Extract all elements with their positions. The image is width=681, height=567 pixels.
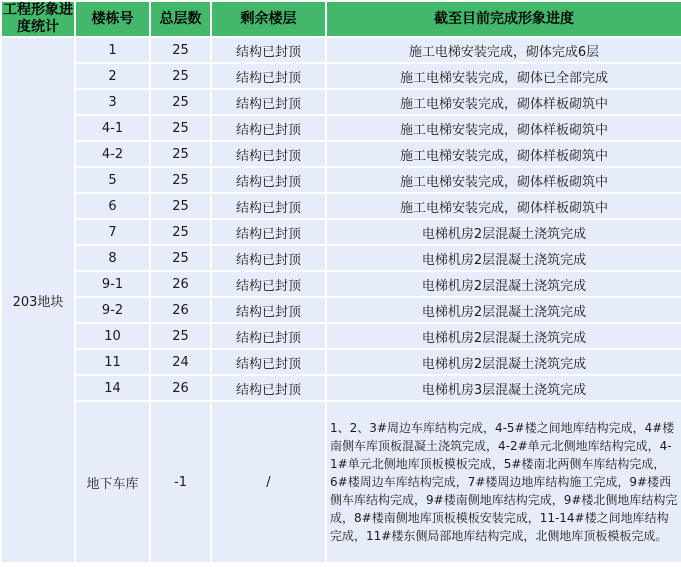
remaining-cell: 结构已封顶 [212,38,325,62]
table-row [2,90,681,114]
progress-cell: 电梯机房2层混凝土浇筑完成 [327,324,681,348]
remaining-cell: 结构已封顶 [212,298,325,322]
floors-cell: 26 [151,272,210,296]
header-floors: 总层数 [151,2,210,36]
floors-cell: 26 [151,298,210,322]
progress-cell: 电梯机房3层混凝土浇筑完成 [327,376,681,400]
floors-cell: 25 [151,90,210,114]
progress-cell: 施工电梯安装完成，砌体完成6层 [327,38,681,62]
progress-cell: 电梯机房2层混凝土浇筑完成 [327,350,681,374]
floors-cell: 24 [151,350,210,374]
building-cell: 11 [76,350,149,374]
progress-cell: 施工电梯安装完成，砌体样板砌筑中 [327,142,681,166]
floors-cell: 25 [151,194,210,218]
table-row [2,376,681,400]
remaining-cell: 结构已封顶 [212,90,325,114]
building-cell: 9-1 [76,272,149,296]
remaining-cell: / [212,402,325,562]
building-cell: 2 [76,64,149,88]
building-cell: 6 [76,194,149,218]
remaining-cell: 结构已封顶 [212,220,325,244]
building-cell: 4-2 [76,142,149,166]
table-row [2,142,681,166]
header-remaining: 剩余楼层 [212,2,325,36]
remaining-cell: 结构已封顶 [212,324,325,348]
building-cell: 5 [76,168,149,192]
header-row [2,2,681,36]
floors-cell: 25 [151,64,210,88]
floors-cell: 25 [151,246,210,270]
table-row [2,64,681,88]
remaining-cell: 结构已封顶 [212,64,325,88]
table-row [2,220,681,244]
table-row [2,116,681,140]
floors-cell: -1 [151,402,210,562]
remaining-cell: 结构已封顶 [212,376,325,400]
remaining-cell: 结构已封顶 [212,194,325,218]
table-row [2,298,681,322]
building-cell: 10 [76,324,149,348]
progress-cell: 电梯机房2层混凝土浇筑完成 [327,272,681,296]
table-row-garage [2,402,681,562]
remaining-cell: 结构已封顶 [212,168,325,192]
remaining-cell: 结构已封顶 [212,272,325,296]
header-building: 楼栋号 [76,2,149,36]
building-cell: 3 [76,90,149,114]
remaining-cell: 结构已封顶 [212,116,325,140]
header-progress: 截至目前完成形象进度 [327,2,681,36]
header-stat: 工程形象进度统计 [3,2,73,35]
progress-cell: 施工电梯安装完成，砌体样板砌筑中 [327,194,681,218]
remaining-cell: 结构已封顶 [212,350,325,374]
floors-cell: 26 [151,376,210,400]
progress-cell: 施工电梯安装完成，砌体样板砌筑中 [327,90,681,114]
progress-cell: 施工电梯安装完成，砌体样板砌筑中 [327,168,681,192]
table-row [2,350,681,374]
table-row [2,38,681,62]
building-cell: 7 [76,220,149,244]
building-cell: 4-1 [76,116,149,140]
progress-cell-long: 1、2、3#周边车库结构完成，4-5#楼之间地库结构完成，4#楼南侧车库顶板混凝土浇筑完成，4-2#单元北侧地库结构完成，4-1#单元北侧地库顶板模板完成，5#楼南北两侧车库结构完成，6#楼周边车库结构完成，7#楼周边地库结构施工完成，9#楼西侧车库结构完成，9#楼南侧地库结构完成，9#楼北侧地库结构完成，8#楼南侧地库顶板模板安装完成，11-14#楼之间地库结构完成，11#楼东侧局部地库结构完成，北侧地库顶板模板完成。 [327,402,681,562]
progress-cell: 施工电梯安装完成，砌体已全部完成 [327,64,681,88]
building-cell: 1 [76,38,149,62]
progress-cell: 电梯机房2层混凝土浇筑完成 [327,220,681,244]
progress-cell: 电梯机房2层混凝土浇筑完成 [327,246,681,270]
remaining-cell: 结构已封顶 [212,142,325,166]
building-cell: 14 [76,376,149,400]
table-row [2,194,681,218]
floors-cell: 25 [151,168,210,192]
table-row [2,324,681,348]
floors-cell: 25 [151,116,210,140]
floors-cell: 25 [151,324,210,348]
table-row [2,272,681,296]
building-cell: 8 [76,246,149,270]
progress-cell: 施工电梯安装完成，砌体样板砌筑中 [327,116,681,140]
progress-cell: 电梯机房2层混凝土浇筑完成 [327,298,681,322]
floors-cell: 25 [151,38,210,62]
remaining-cell: 结构已封顶 [212,246,325,270]
block-name-cell: 203地块 [2,38,74,562]
table-row [2,168,681,192]
floors-cell: 25 [151,220,210,244]
floors-cell: 25 [151,142,210,166]
building-cell: 地下车库 [76,402,149,562]
table-row [2,246,681,270]
building-cell: 9-2 [76,298,149,322]
